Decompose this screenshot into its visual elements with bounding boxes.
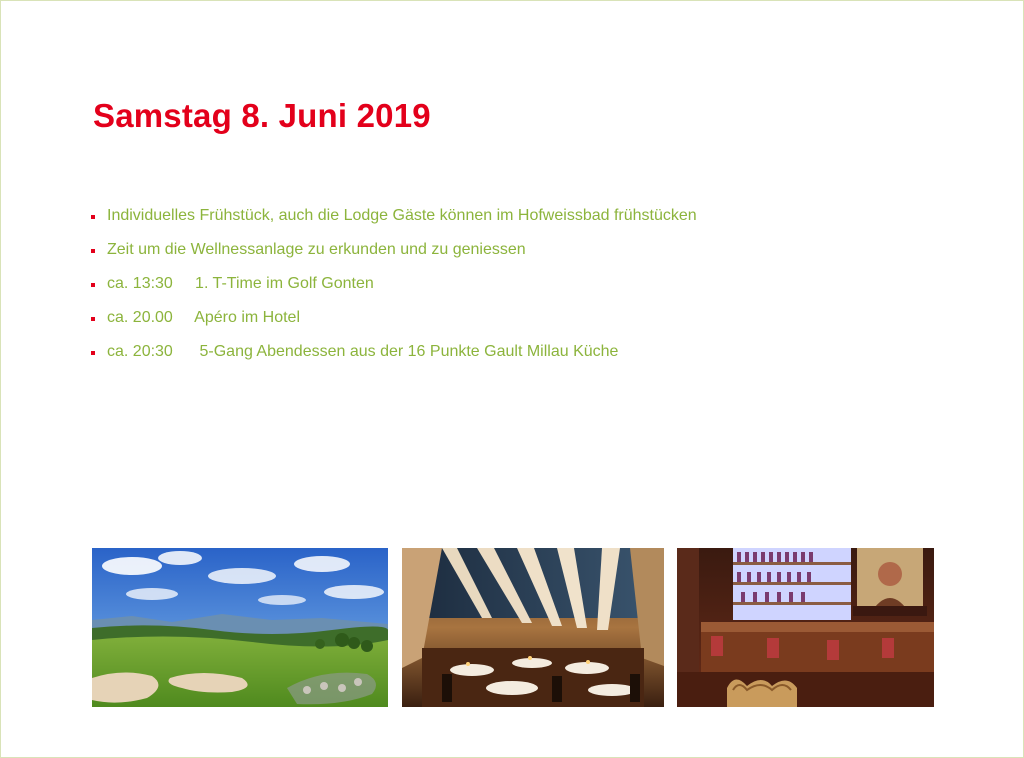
agenda-list	[91, 199, 697, 369]
bullet-marker	[91, 317, 95, 321]
bullet-marker	[91, 351, 95, 355]
restaurant-photo	[402, 548, 664, 707]
list-item	[91, 199, 697, 233]
list-item	[91, 335, 697, 369]
list-item-text: ca. 20:30 5-Gang Abendessen aus der 16 Punkte Gault Millau Küche	[107, 343, 619, 360]
list-item-text: ca. 13:30 1. T-Time im Golf Gonten	[107, 275, 374, 292]
list-item-text: ca. 20.00 Apéro im Hotel	[107, 309, 300, 326]
bar-photo	[677, 548, 934, 707]
bullet-marker	[91, 249, 95, 253]
bullet-marker	[91, 283, 95, 287]
list-item	[91, 267, 697, 301]
list-item	[91, 301, 697, 335]
slide-title: Samstag 8. Juni 2019	[93, 97, 431, 134]
list-item-text: Zeit um die Wellnessanlage zu erkunden und zu geniessen	[107, 241, 526, 258]
list-item	[91, 233, 697, 267]
bullet-marker	[91, 215, 95, 219]
golf-course-photo	[92, 548, 388, 707]
list-item-text: Individuelles Frühstück, auch die Lodge Gäste können im Hofweissbad frühstücken	[107, 207, 697, 224]
